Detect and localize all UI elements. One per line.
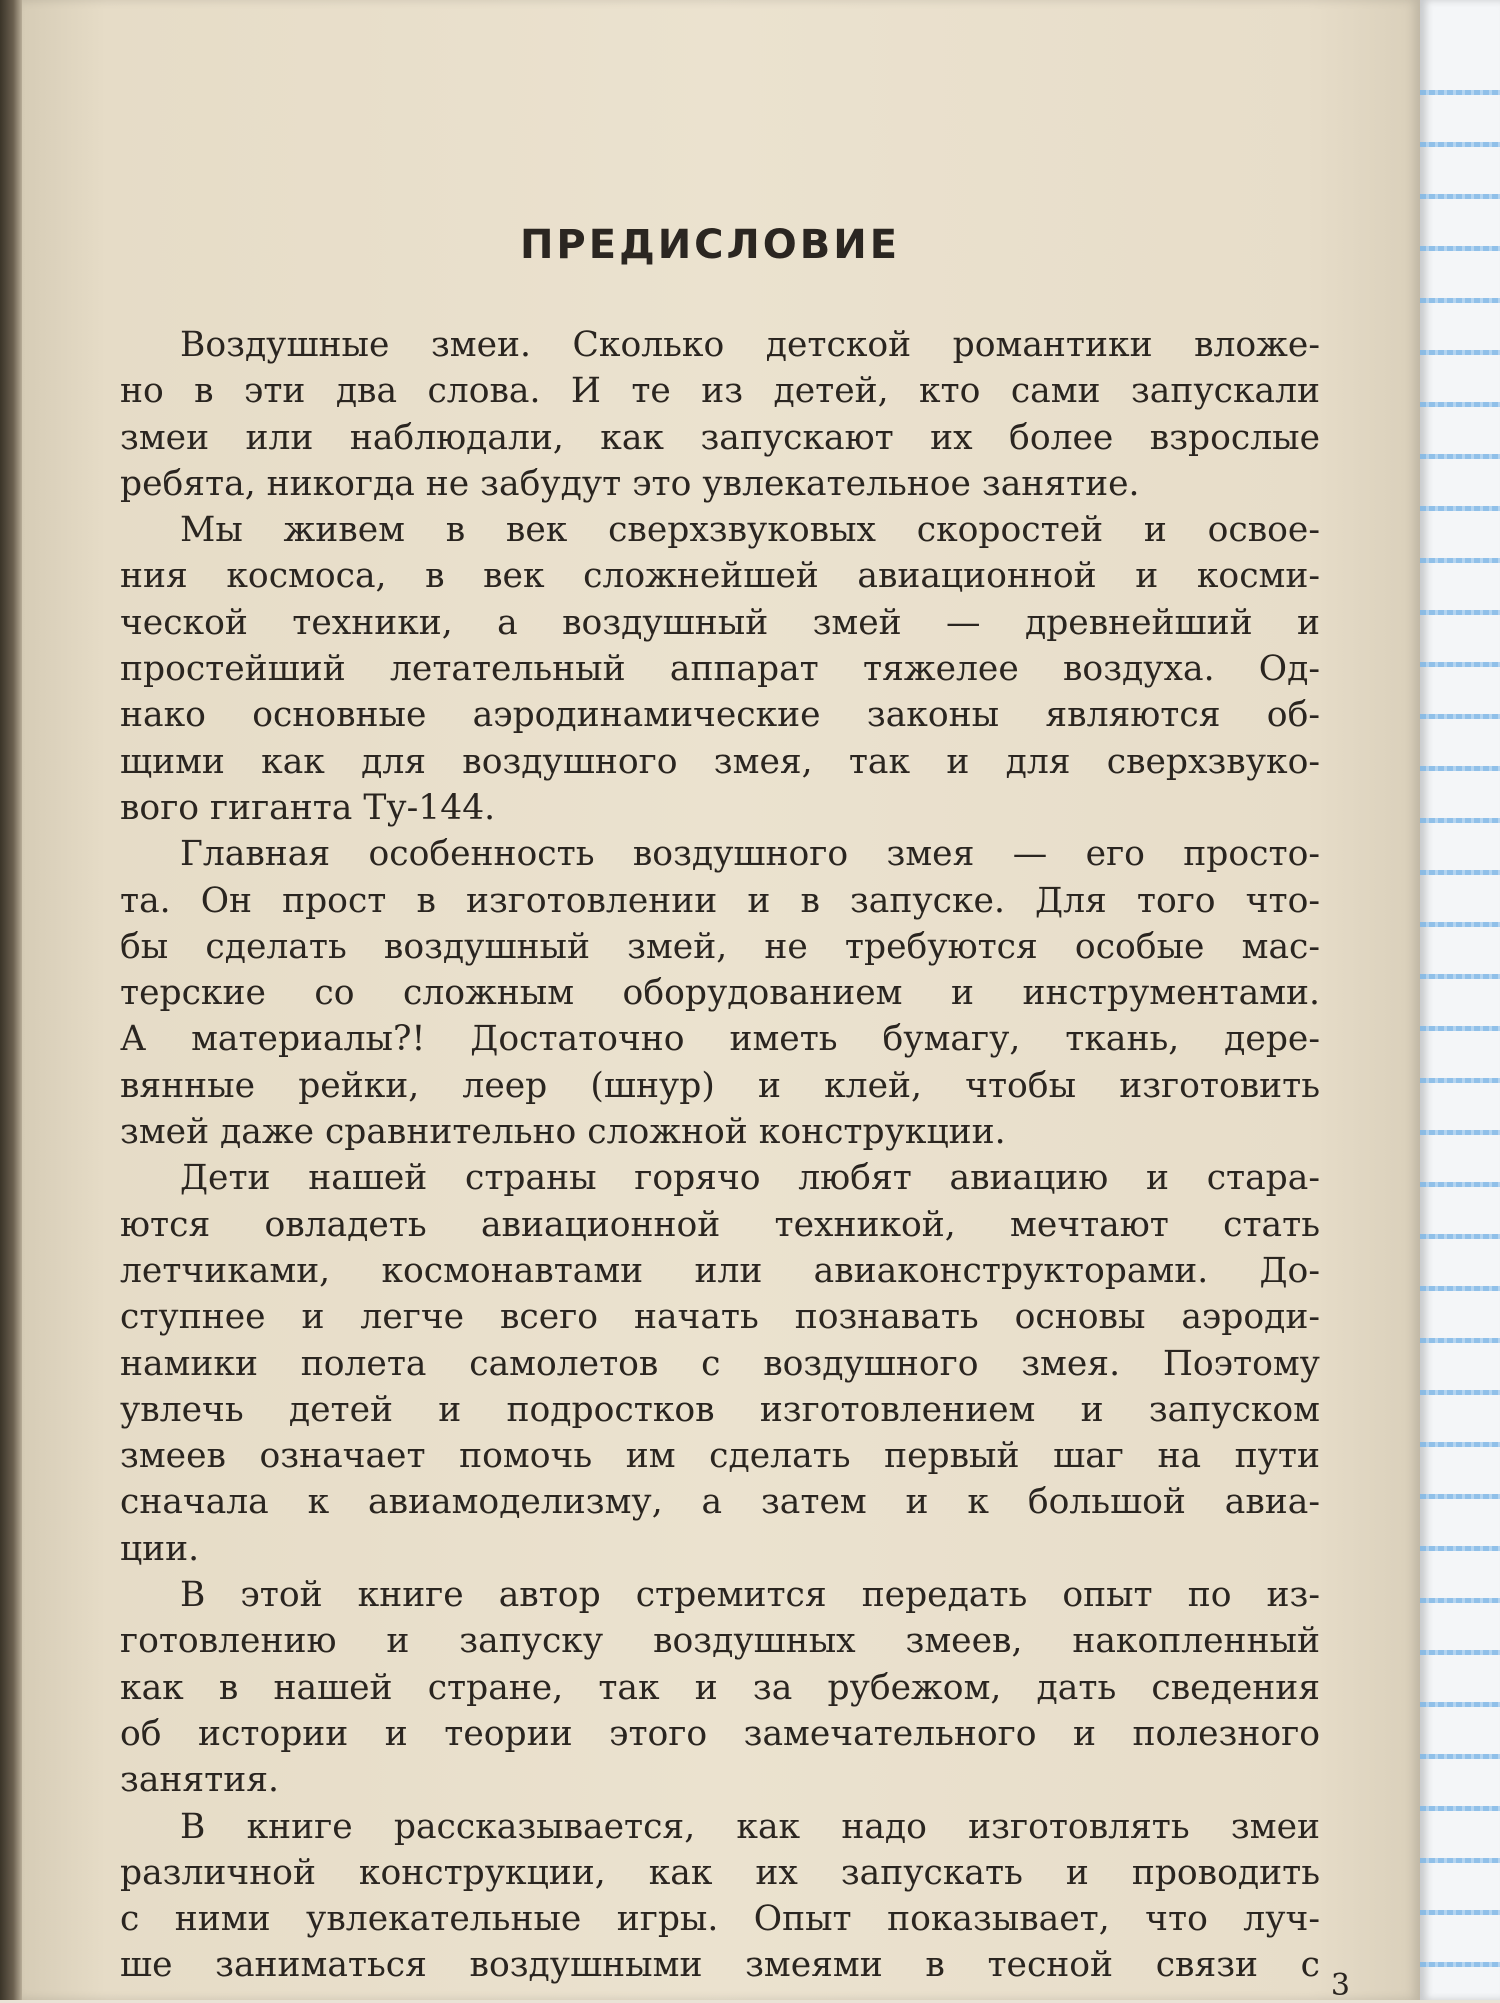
notebook-rule-line [1420, 1546, 1500, 1551]
text-line: об истории и теории этого замечательного и полезного [120, 1713, 1320, 1754]
book-gutter [0, 0, 22, 2000]
text-line: та. Он прост в изготовлении и в запуске. Для того что- [120, 880, 1320, 921]
text-line: ческой техники, а воздушный змей — древнейший и [120, 602, 1320, 643]
notebook-rule-line [1420, 402, 1500, 407]
notebook-rule-line [1420, 246, 1500, 251]
notebook-rule-line [1420, 1910, 1500, 1915]
notebook-sheet [1420, 0, 1500, 2000]
text-line: В этой книге автор стремится передать опыт по из- [180, 1575, 1320, 1616]
notebook-rule-line [1420, 662, 1500, 667]
text-line: сначала к авиамоделизму, а затем и к большой авиа- [120, 1482, 1320, 1523]
text-line: намики полета самолетов с воздушного змея. Поэтому [120, 1343, 1320, 1384]
notebook-rule-line [1420, 818, 1500, 823]
text-line: различной конструкции, как их запускать и проводить [120, 1852, 1320, 1893]
text-line: бы сделать воздушный змей, не требуются особые мас- [120, 926, 1320, 967]
notebook-rule-line [1420, 90, 1500, 95]
notebook-rule-line [1420, 1494, 1500, 1499]
notebook-rule-line [1420, 558, 1500, 563]
body-text [120, 322, 1320, 1989]
notebook-rule-line [1420, 1806, 1500, 1811]
text-line: Главная особенность воздушного змея — его просто- [180, 834, 1320, 875]
text-line: с ними увлекательные игры. Опыт показывает, что луч- [120, 1899, 1320, 1940]
text-line: но в эти два слова. И те из детей, кто сами запускали [120, 371, 1320, 412]
text-line: занятия. [120, 1760, 279, 1801]
notebook-rule-line [1420, 1962, 1500, 1967]
text-line: терские со сложным оборудованием и инструментами. [120, 973, 1320, 1014]
text-line: змей даже сравнительно сложной конструкции. [120, 1112, 1006, 1153]
text-line: вого гиганта Ту-144. [120, 787, 496, 828]
notebook-rule-line [1420, 870, 1500, 875]
notebook-rule-line [1420, 1754, 1500, 1759]
notebook-rule-line [1420, 1598, 1500, 1603]
text-line: летчиками, космонавтами или авиаконструкторами. До- [120, 1250, 1320, 1291]
notebook-rule-line [1420, 610, 1500, 615]
notebook-rule-line [1420, 1650, 1500, 1655]
text-line: ребята, никогда не забудут это увлекательное занятие. [120, 463, 1140, 504]
page-number: 3 [1330, 1968, 1350, 2003]
notebook-rule-line [1420, 506, 1500, 511]
text-line: ции. [120, 1528, 200, 1569]
notebook-rule-line [1420, 1026, 1500, 1031]
notebook-rule-line [1420, 194, 1500, 199]
text-line: ния космоса, в век сложнейшей авиационной и косми- [120, 556, 1320, 597]
notebook-rule-line [1420, 1338, 1500, 1343]
page-heading: ПРЕДИСЛОВИЕ [519, 222, 901, 268]
text-line: змеи или наблюдали, как запускают их более взрослые [120, 417, 1320, 458]
notebook-rule-line [1420, 142, 1500, 147]
text-line: вянные рейки, леер (шнур) и клей, чтобы изготовить [120, 1065, 1320, 1106]
text-line: Воздушные змеи. Сколько детской романтики вложе- [180, 325, 1320, 365]
text-line: ше заниматься воздушными змеями в тесной связи с [120, 1945, 1320, 1986]
text-line: увлечь детей и подростков изготовлением и запуском [120, 1389, 1320, 1430]
notebook-rule-line [1420, 974, 1500, 979]
notebook-rule-line [1420, 1130, 1500, 1135]
notebook-rule-line [1420, 1702, 1500, 1707]
text-line: А материалы?! Достаточно иметь бумагу, ткань, дере- [120, 1019, 1320, 1060]
notebook-rule-line [1420, 350, 1500, 355]
notebook-rule-line [1420, 1182, 1500, 1187]
text-line: нако основные аэродинамические законы являются об- [120, 695, 1320, 736]
notebook-rule-line [1420, 1234, 1500, 1239]
notebook-rule-line [1420, 1442, 1500, 1447]
notebook-rule-line [1420, 1286, 1500, 1291]
notebook-rule-line [1420, 1858, 1500, 1863]
text-line: ступнее и легче всего начать познавать основы аэроди- [120, 1297, 1320, 1338]
notebook-rule-line [1420, 298, 1500, 303]
text-line: готовлению и запуску воздушных змеев, накопленный [120, 1621, 1320, 1662]
notebook-rule-line [1420, 714, 1500, 719]
notebook-rule-line [1420, 766, 1500, 771]
text-line: простейший летательный аппарат тяжелее воздуха. Од- [120, 649, 1320, 690]
notebook-rule-line [1420, 1390, 1500, 1395]
text-line: В книге рассказывается, как надо изготовлять змеи [180, 1806, 1320, 1847]
text-line: ются овладеть авиационной техникой, мечтают стать [120, 1204, 1320, 1245]
text-line: щими как для воздушного змея, так и для сверхзвуко- [120, 741, 1320, 782]
text-line: как в нашей стране, так и за рубежом, дать сведения [120, 1667, 1320, 1708]
notebook-rule-line [1420, 922, 1500, 927]
notebook-rule-line [1420, 454, 1500, 459]
text-line: змеев означает помочь им сделать первый шаг на пути [120, 1436, 1320, 1477]
text-line: Мы живем в век сверхзвуковых скоростей и освое- [180, 510, 1320, 551]
notebook-rule-line [1420, 1078, 1500, 1083]
text-line: Дети нашей страны горячо любят авиацию и стара- [180, 1158, 1320, 1199]
